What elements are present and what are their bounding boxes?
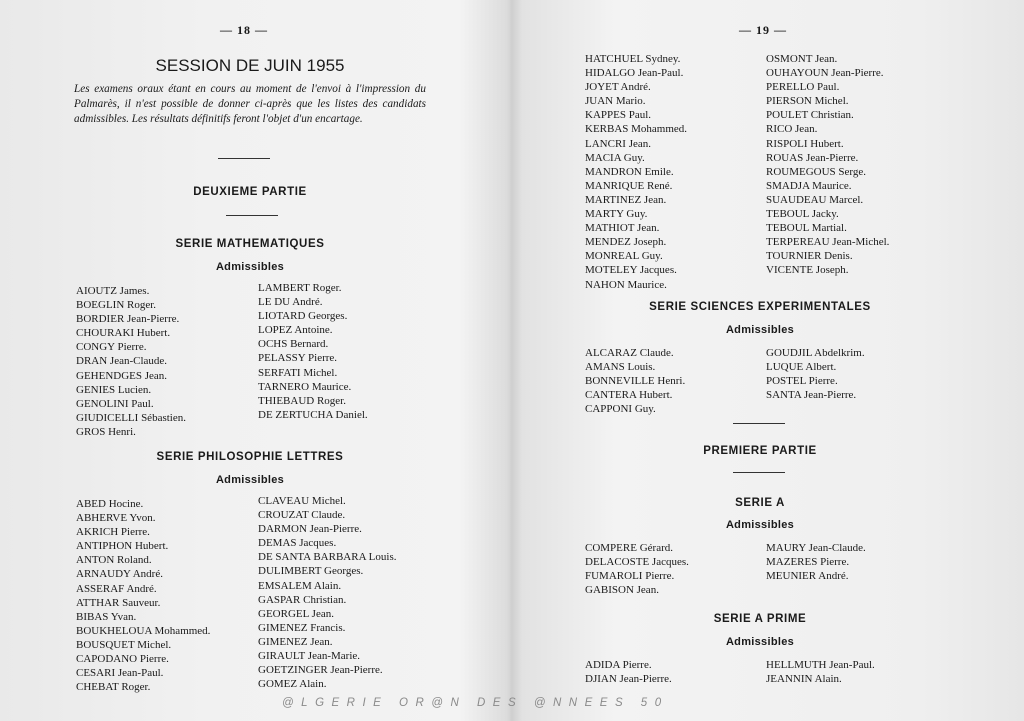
candidate-name: LUQUE Albert. [766,361,837,374]
candidate-name: BIBAS Yvan. [76,610,137,623]
candidate-name: DELACOSTE Jacques. [585,556,689,569]
candidate-name: SANTA Jean-Pierre. [766,389,857,402]
candidate-name: ANTIPHON Hubert. [76,540,169,553]
divider [226,215,278,216]
candidate-name: ABED Hocine. [76,498,144,510]
candidate-name: GOETZINGER Jean-Pierre. [258,664,383,677]
section-heading-philo: SERIE PHILOSOPHIE LETTRES [156,451,344,463]
name-list-serie-a-col1 [585,541,689,597]
candidate-name: VICENTE Joseph. [766,264,849,277]
candidate-name: PIERSON Michel. [766,95,849,108]
candidate-name: BOUKHELOUA Mohammed. [76,624,211,637]
page-number: — 18 — [220,23,268,37]
candidate-name: CONGY Pierre. [76,341,147,354]
candidate-name: LE DU André. [258,296,323,309]
admissibles-label: Admissibles [215,474,285,486]
name-list-sciences-col1 [585,346,685,416]
candidate-name: JOYET André. [585,81,651,94]
candidate-name: HELLMUTH Jean-Paul. [766,659,875,671]
candidate-name: MAZERES Pierre. [766,556,850,569]
candidate-name: MONREAL Guy. [585,250,663,263]
candidate-name: ROUMEGOUS Serge. [766,165,867,178]
candidate-name: GIUDICELLI Sébastien. [76,411,186,424]
name-list-cont-col1 [585,52,687,292]
candidate-name: TARNERO Maurice. [258,380,352,393]
candidate-name: GROS Henri. [76,425,136,438]
candidate-name: BONNEVILLE Henri. [585,375,686,388]
candidate-name: KAPPES Paul. [585,109,652,122]
name-list-serie-a-prime-col1 [585,658,672,686]
candidate-name: OCHS Bernard. [258,338,329,351]
candidate-name: SERFATI Michel. [258,366,338,379]
candidate-name: TERPEREAU Jean-Michel. [766,236,890,249]
candidate-name: OUHAYOUN Jean-Pierre. [766,67,884,80]
candidate-name: MEUNIER André. [766,570,849,583]
candidate-name: GOMEZ Alain. [258,678,327,691]
name-list-philo-col2 [258,494,396,691]
candidate-name: OSMONT Jean. [766,53,838,65]
admissibles-label: Admissibles [725,519,795,531]
candidate-name: GIMENEZ Francis. [258,621,346,634]
candidate-name: FUMAROLI Pierre. [585,570,675,583]
candidate-name: EMSALEM Alain. [258,579,342,592]
candidate-name: DE SANTA BARBARA Louis. [258,551,397,564]
candidate-name: HATCHUEL Sydney. [585,53,681,65]
watermark: @LGERIE OR@N DES @NNEES 50 [282,697,669,709]
candidate-name: JUAN Mario. [585,95,646,108]
candidate-name: DARMON Jean-Pierre. [258,523,362,536]
candidate-name: DRAN Jean-Claude. [76,355,168,368]
candidate-name: JEANNIN Alain. [766,673,842,686]
candidate-name: LAMBERT Roger. [258,282,342,294]
candidate-name: ANTON Roland. [76,554,152,567]
candidate-name: DE ZERTUCHA Daniel. [258,408,368,421]
candidate-name: CANTERA Hubert. [585,389,673,402]
candidate-name: DJIAN Jean-Pierre. [585,673,672,686]
candidate-name: POULET Christian. [766,109,854,122]
candidate-name: ARNAUDY André. [76,568,163,581]
candidate-name: TEBOUL Jacky. [766,208,839,221]
candidate-name: GIMENEZ Jean. [258,635,333,648]
admissibles-label: Admissibles [215,261,285,273]
candidate-name: TOURNIER Denis. [766,250,853,263]
candidate-name: AMANS Louis. [585,361,656,374]
candidate-name: LANCRI Jean. [585,137,651,150]
candidate-name: MARTY Guy. [585,208,648,221]
candidate-name: CAPODANO Pierre. [76,653,169,666]
name-list-math-col2 [258,281,368,422]
candidate-name: ROUAS Jean-Pierre. [766,151,859,164]
candidate-name: HIDALGO Jean-Paul. [585,67,684,80]
candidate-name: BOEGLIN Roger. [76,299,157,312]
candidate-name: LIOTARD Georges. [258,310,348,323]
candidate-name: PERELLO Paul. [766,81,840,94]
candidate-name: CAPPONI Guy. [585,403,656,416]
page-number: — 19 — [739,23,787,37]
name-list-cont-col2 [766,52,889,278]
candidate-name: MENDEZ Joseph. [585,236,667,249]
admissibles-label: Admissibles [725,636,795,648]
right-page [515,0,1024,721]
candidate-name: LOPEZ Antoine. [258,324,333,337]
candidate-name: AKRICH Pierre. [76,526,150,539]
candidate-name: MATHIOT Jean. [585,222,660,235]
candidate-name: GIRAULT Jean-Marie. [258,650,361,663]
candidate-name: ATTHAR Sauveur. [76,596,161,609]
session-title: SESSION DE JUIN 1955 [155,56,345,75]
divider [733,472,785,473]
candidate-name: GEORGEL Jean. [258,607,334,620]
name-list-math-col1 [76,284,186,439]
candidate-name: RICO Jean. [766,123,818,136]
divider [218,158,270,159]
part-heading: DEUXIEME PARTIE [193,186,307,198]
candidate-name: TEBOUL Martial. [766,222,847,235]
candidate-name: ASSERAF André. [76,582,157,595]
candidate-name: DULIMBERT Georges. [258,565,364,578]
part-heading: PREMIERE PARTIE [703,445,817,457]
name-list-philo-col1 [76,497,210,694]
candidate-name: PELASSY Pierre. [258,352,338,365]
candidate-name: MOTELEY Jacques. [585,264,677,277]
candidate-name: MANDRON Emile. [585,165,674,178]
name-list-serie-a-prime-col2 [766,658,875,686]
candidate-name: SUAUDEAU Marcel. [766,193,864,206]
admissibles-label: Admissibles [725,324,795,336]
candidate-name: GOUDJIL Abdelkrim. [766,347,865,359]
section-heading-serie-a: SERIE A [735,497,785,509]
divider [733,423,785,424]
candidate-name: CESARI Jean-Paul. [76,667,164,680]
candidate-name: THIEBAUD Roger. [258,394,346,407]
candidate-name: CHOURAKI Hubert. [76,327,171,340]
candidate-name: NAHON Maurice. [585,278,667,291]
section-heading-serie-a-prime: SERIE A PRIME [713,613,807,625]
candidate-name: MACIA Guy. [585,151,645,164]
candidate-name: MAURY Jean-Claude. [766,542,866,554]
candidate-name: CROUZAT Claude. [258,509,346,522]
candidate-name: GENOLINI Paul. [76,397,154,410]
candidate-name: BOUSQUET Michel. [76,638,172,651]
candidate-name: GEHENDGES Jean. [76,369,168,382]
candidate-name: ADIDA Pierre. [585,659,652,671]
section-heading-sciences: SERIE SCIENCES EXPERIMENTALES [649,301,871,313]
candidate-name: CLAVEAU Michel. [258,495,346,507]
candidate-name: MARTINEZ Jean. [585,193,667,206]
candidate-name: AIOUTZ James. [76,285,150,297]
candidate-name: CHEBAT Roger. [76,681,151,694]
candidate-name: ABHERVE Yvon. [76,512,156,525]
candidate-name: MANRIQUE René. [585,179,673,192]
candidate-name: COMPERE Gérard. [585,542,673,554]
candidate-name: POSTEL Pierre. [766,375,838,388]
candidate-name: KERBAS Mohammed. [585,123,688,136]
name-list-sciences-col2 [766,346,865,402]
section-heading-math: SERIE MATHEMATIQUES [175,238,325,250]
intro-paragraph: Les examens oraux étant en cours au moment de l'envoi à l'impression du Palmarès, il n'est possible de donner ci-après que les listes des candidats admissibles. Les résultats définitifs feront l'objet d'un encartage. [74,83,426,125]
candidate-name: GASPAR Christian. [258,593,347,606]
candidate-name: DEMAS Jacques. [258,537,337,550]
candidate-name: ALCARAZ Claude. [585,347,674,359]
name-list-serie-a-col2 [766,541,866,583]
candidate-name: GABISON Jean. [585,584,659,597]
candidate-name: SMADJA Maurice. [766,179,852,192]
candidate-name: BORDIER Jean-Pierre. [76,313,180,326]
candidate-name: RISPOLI Hubert. [766,137,844,150]
left-page [0,0,505,721]
candidate-name: GENIES Lucien. [76,383,152,396]
